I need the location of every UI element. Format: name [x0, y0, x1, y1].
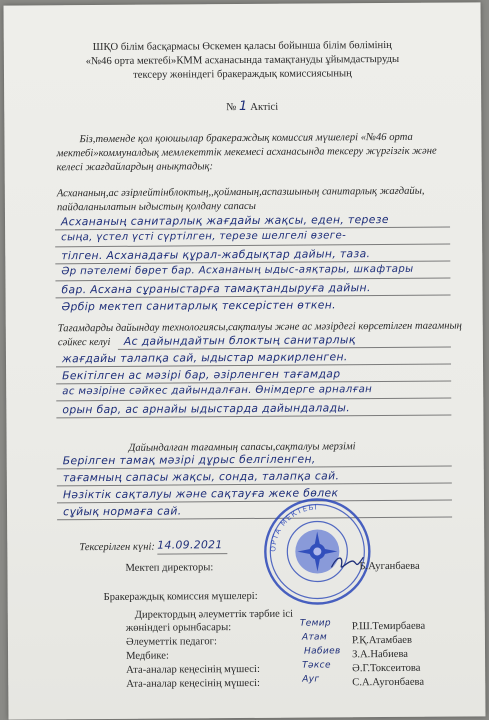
member-3-signature: Набиев	[303, 646, 341, 657]
member-2-signature: Атам	[301, 632, 328, 643]
checked-date-value: 14.09.2021	[157, 538, 223, 552]
section3-hw-line-2: тағамның сапасы жақсы, сонда, талапқа сай.	[62, 469, 340, 485]
section1-hw-line-2: сыңа, үстел үсті сүртілген, терезе шелгелі өзеге-	[61, 230, 347, 244]
section1-hw-line-5: бар. Асхана сұраныстарға тамақтандыруға дайын.	[61, 281, 371, 297]
section2-hw-line-1: Ас дайындайтын блоктың санитарлық	[123, 333, 356, 348]
section2-rule-4	[56, 398, 451, 402]
director-signature-icon	[329, 551, 369, 573]
act-title-word: Актісі	[250, 101, 279, 113]
section3-hw-line-1: Берілген тамақ мәзірі дұрыс белгіленген,	[62, 452, 316, 468]
section1-hw-line-3: тілген. Асханадағы құрал-жабдықтар дайын, таза.	[61, 247, 371, 263]
document-page	[4, 2, 486, 719]
section1-rule-2	[55, 244, 450, 248]
intro-line-1: Біз,төменде қол қоюшылар бракераждық комиссия мүшелері «№46 орта	[79, 131, 413, 146]
section2-hw-line-3: Бекітілген ас мәзірі бар, әзірленген тағамдар	[62, 367, 341, 383]
member-3-name: З.А.Набиева	[352, 648, 409, 661]
section1-hw-line-1: Асхананың санитарлық жағдайы жақсы, еден, терезе	[60, 212, 389, 229]
section1-label-line-1: Асхананың,ас әзірлейтінблоктың,,қойманың,аспазшының санитарлық жағдайы,	[56, 185, 425, 200]
member-5-role: Ата-аналар кеңесінің мүшесі:	[126, 677, 261, 690]
member-5-name: С.А.Аугонбаева	[352, 676, 425, 689]
section1-rule-4	[55, 278, 450, 282]
member-3-role: Медбике:	[126, 650, 169, 662]
member-1-name: Р.Ш.Темирбаева	[351, 620, 426, 633]
section2-label-line-1: Тағамдарды дайындау технологиясы,сақталуы және ас мәзірдегі көрсетілген тағамның	[57, 320, 462, 335]
checked-date-rule	[157, 553, 227, 554]
section3-hw-line-4: сұйық нормаға сай.	[63, 504, 182, 519]
section3-hw-line-3: Нәзіктік сақталуы және сақтауға жеке бөлек	[62, 486, 339, 502]
header-line-2: «№46 орта мектебі»КММ асханасында тамақтануды ұйымдастыруды	[85, 53, 400, 68]
stamp-ring-text: ОРТА МЕКТЕБІ	[268, 502, 318, 552]
section2-hw-line-4: ас мәзіріне сәйкес дайындалған. Өнімдерге арналған	[62, 384, 373, 398]
member-2-role: Әлеуметтік педагог:	[125, 636, 217, 648]
intro-line-3: келесі жағдайлардың анықтадық:	[56, 161, 214, 174]
member-4-role: Ата-аналар кеңесінің мүшесі:	[126, 663, 260, 676]
director-label: Мектеп директоры:	[125, 562, 214, 574]
header-line-1: ШҚО білім басқармасы Өскемен қаласы бойынша білім бөлімінің	[92, 39, 392, 54]
member-4-signature: Тәксе	[302, 660, 331, 671]
act-number: 1	[238, 98, 248, 115]
header-line-3: тексеру жөніндегі бракераждық комиссиясының	[133, 68, 352, 81]
section3-label: Дайындалған тағамның сапасы,сақталуы мерзімі	[128, 441, 356, 454]
section2-label-line-2: сәйкес келуі	[57, 336, 111, 349]
member-1-signature: Темир	[299, 618, 332, 629]
member-1-role-line-1: Директордың әлеуметтік тәрбие ісі	[134, 608, 294, 621]
act-number-prefix: №	[226, 102, 237, 114]
section2-hw-line-2: жағдайы талапқа сай, ыдыстар маркирленген.	[61, 350, 348, 366]
section1-hw-line-6: Әрбір мектеп санитарлық тексерістен өткен.	[61, 298, 336, 314]
director-name: Б.Ауганбаева	[359, 560, 420, 573]
commission-label: Бракераждық комиссия мүшелері:	[103, 590, 258, 603]
section1-hw-line-4: Әр пәтелемі бөрет бар. Асхананың ыдыс-аяқтары, шкафтары	[61, 263, 414, 278]
member-1-role: жөніндегі орынбасары:	[125, 622, 232, 634]
member-4-name: Ә.Г.Токсеитова	[352, 662, 421, 675]
section1-label-line-2: пайдаланылатын ыдыстың қолдану сапасы	[56, 200, 256, 214]
checked-date-label: Тексерілген күні:	[79, 541, 155, 554]
member-2-name: Р.Қ.Атамбаев	[351, 634, 413, 647]
intro-line-2: мектебі»коммуналдық мемлекеттік мекемесі асханасында тексеру жүргізгік және	[56, 145, 437, 160]
act-title	[226, 100, 278, 114]
section2-hw-line-5: орын бар, ас арнайы ыдыстарда дайындалады.	[62, 401, 351, 417]
member-5-signature: Ауг	[302, 674, 320, 685]
